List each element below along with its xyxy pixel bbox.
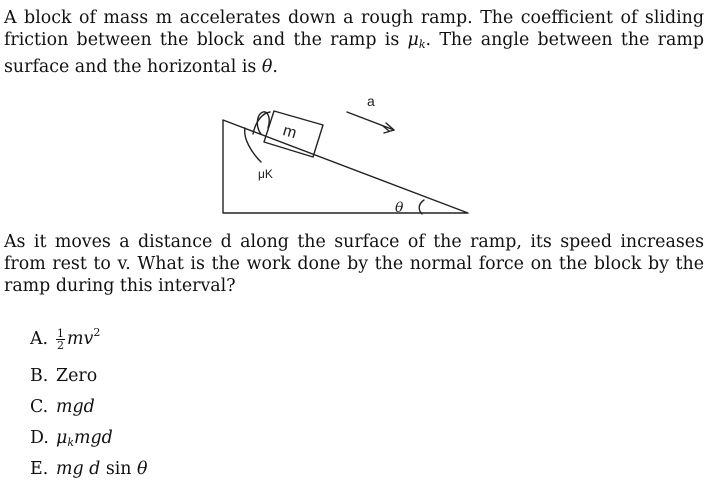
choice-a-power: 2 [93, 326, 101, 339]
choice-d-letter: D. [30, 428, 49, 448]
mu-subscript: k [418, 38, 426, 51]
choice-c-letter: C. [30, 397, 49, 417]
choice-e-letter: E. [30, 459, 49, 479]
choice-e[interactable] [30, 459, 148, 479]
choice-a-expr: mv [67, 329, 94, 349]
choice-e-theta: θ [137, 459, 148, 479]
theta-symbol: θ [261, 57, 273, 77]
choice-a-letter: A. [30, 329, 49, 349]
mu-symbol: μ [407, 30, 419, 50]
choice-b[interactable] [30, 366, 97, 386]
choice-b-text: Zero [56, 366, 98, 386]
choice-b-letter: B. [30, 366, 49, 386]
choice-a[interactable] [30, 326, 100, 351]
ramp-diagram [215, 90, 475, 218]
half-fraction: $\frac{1}{2}$ [57, 327, 64, 352]
mass-label: m [280, 122, 299, 143]
friction-label: μK [258, 167, 273, 181]
choice-d-expr: mgd [73, 428, 113, 448]
accel-arrow [347, 112, 394, 130]
question-text: As it moves a distance d along the surface of the ramp, its speed increases from rest to v. What is the work done by the normal force on the block by the ramp during this interval? [4, 232, 704, 296]
choice-e-expr: mg d [56, 459, 101, 479]
angle-arc [419, 200, 424, 214]
choice-e-fn: sin [100, 459, 138, 479]
accel-label: a [367, 93, 375, 109]
angle-label: θ [395, 200, 404, 216]
choice-c[interactable] [30, 397, 95, 417]
choice-c-expr: mgd [56, 397, 95, 417]
intro-text-1: A block of mass m accelerates down a rough ramp. The coefficient of sliding friction between the block and the ramp is [4, 8, 704, 50]
intro-end: . [272, 57, 278, 77]
choice-d-mu: μ [56, 428, 68, 448]
choice-d[interactable] [30, 428, 113, 449]
intro-text-2: . The angle between the ramp surface and the horizontal is [4, 30, 704, 77]
choice-d-sub: k [67, 436, 74, 449]
problem-statement [4, 7, 704, 78]
